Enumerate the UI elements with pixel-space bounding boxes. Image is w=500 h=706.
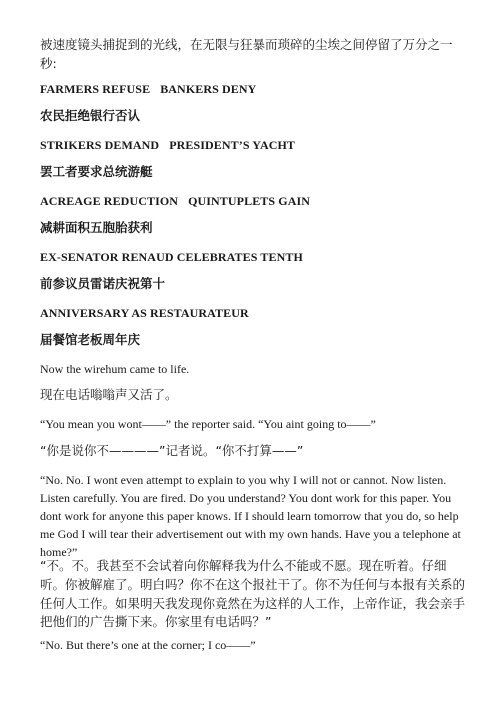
paragraph-3-cn: “不。不。我甚至不会试着向你解释我为什么不能或不愿。现在听着。仔细听。你被解雇了。明白吗？你不在这个报社干了。你不为任何与本报有关系的任何人工作。如果明天我发现你竟然在为这样的人工作，上帝作证，我会亲手把他们的广告撕下来。你家里有电话吗？” — [40, 558, 466, 630]
headline-4-cn: 前参议员雷诺庆祝第十 — [40, 276, 166, 291]
headline-3-en — [40, 192, 465, 210]
headline-5-en: ANNIVERSARY AS RESTAURATEUR — [40, 306, 249, 320]
headline-1-part-a: FARMERS REFUSE — [40, 82, 151, 96]
headline-1-en — [40, 80, 465, 98]
headline-1-part-b: BANKERS DENY — [160, 82, 257, 96]
headline-3-part-a: ACREAGE REDUCTION — [40, 194, 179, 208]
intro-paragraph-cn: 被速度镜头捕捉到的光线，在无限与狂暴而琐碎的尘埃之间停留了万分之一秒: — [40, 37, 453, 71]
paragraph-2-en: “You mean you wont——” the reporter said. “You aint going to——” — [40, 417, 376, 431]
paragraph-3-en: “No. No. I wont even attempt to explain to you why I will not or cannot. Now listen. Listen carefully. You are fired. Do you understand? You dont work for this paper. You dont work for anyone this paper knows. If I should learn tomorrow that you do, so help me God I will tear their advertisement out with my own hands. Have you a telephone at home?” — [40, 473, 461, 559]
headline-3-part-b: QUINTUPLETS GAIN — [188, 194, 311, 208]
headline-5-cn: 届餐馆老板周年庆 — [40, 332, 141, 347]
paragraph-1-en: Now the wirehum came to life. — [40, 362, 190, 376]
headline-2-part-a: STRIKERS DEMAND — [40, 138, 160, 152]
headline-2-cn: 罢工者要求总统游艇 — [40, 164, 153, 179]
paragraph-1-cn: 现在电话嗡嗡声又活了。 — [40, 387, 178, 402]
headline-3-cn: 减耕面积五胞胎获利 — [40, 220, 153, 235]
headline-1-cn: 农民拒绝银行否认 — [40, 108, 141, 123]
headline-2-part-b: PRESIDENT’S YACHT — [169, 138, 296, 152]
paragraph-2-cn: “你是说你不————”记者说。“你不打算——” — [40, 443, 304, 458]
headline-4-en: EX-SENATOR RENAUD CELEBRATES TENTH — [40, 250, 303, 264]
paragraph-4-en: “No. But there’s one at the corner; I co——” — [40, 638, 256, 652]
headline-2-en — [40, 136, 465, 154]
